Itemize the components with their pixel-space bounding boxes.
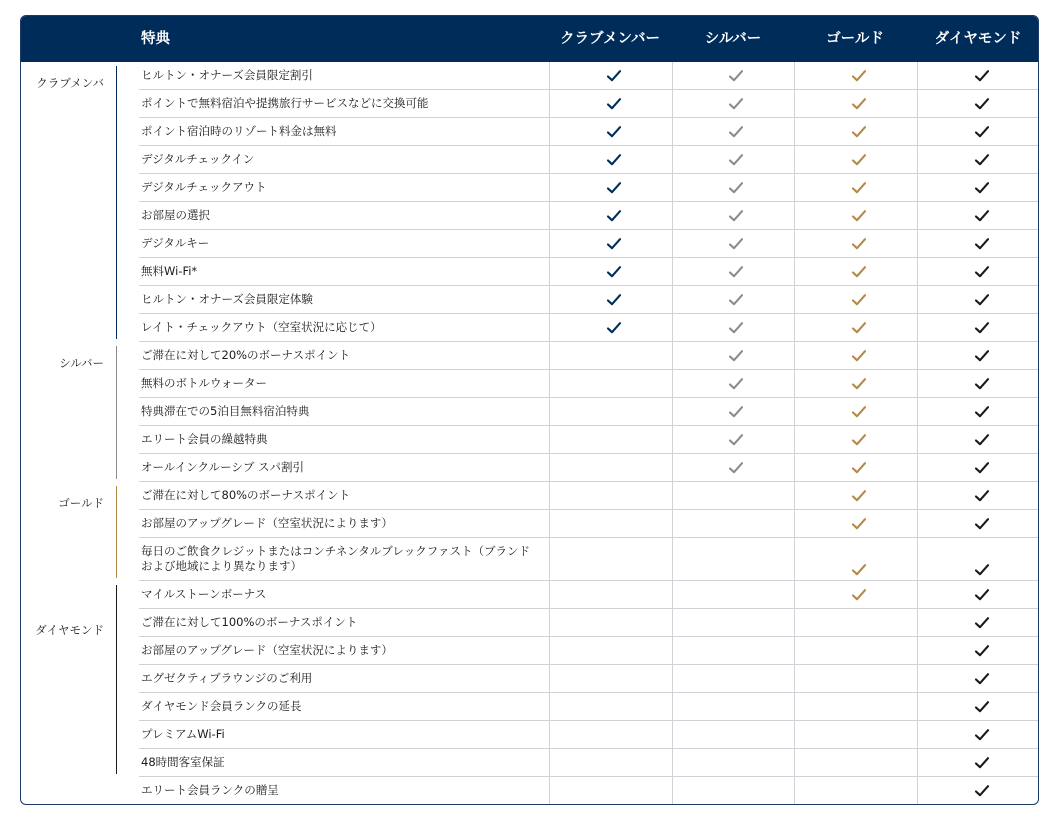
table-row bbox=[139, 426, 1039, 454]
check-icon bbox=[729, 378, 743, 390]
header-benefit: 特典 bbox=[141, 31, 170, 47]
cell-club bbox=[549, 426, 672, 453]
check-icon bbox=[852, 70, 866, 82]
benefit-label: ご滞在に対して20%のボーナスポイント bbox=[141, 347, 351, 362]
cell-gold bbox=[794, 398, 917, 425]
cell-club bbox=[549, 749, 672, 776]
benefit-label: デジタルキー bbox=[141, 235, 210, 250]
check-icon bbox=[729, 294, 743, 306]
table-row bbox=[139, 174, 1039, 202]
check-icon bbox=[852, 564, 866, 576]
table-row bbox=[139, 665, 1039, 693]
group-label: クラブメンバ bbox=[36, 76, 104, 90]
cell-silver bbox=[672, 454, 794, 481]
cell-silver bbox=[672, 581, 794, 608]
cell-gold bbox=[794, 342, 917, 369]
table-row bbox=[139, 314, 1039, 342]
check-icon bbox=[975, 238, 989, 250]
check-icon bbox=[975, 518, 989, 530]
cell-club bbox=[549, 777, 672, 804]
cell-club bbox=[549, 721, 672, 748]
check-icon bbox=[852, 406, 866, 418]
cell-gold bbox=[794, 146, 917, 173]
cell-silver bbox=[672, 426, 794, 453]
cell-gold bbox=[794, 665, 917, 692]
cell-gold bbox=[794, 118, 917, 145]
cell-diamond bbox=[917, 258, 1039, 285]
check-icon bbox=[975, 564, 989, 576]
cell-diamond bbox=[917, 609, 1039, 636]
cell-diamond bbox=[917, 146, 1039, 173]
check-icon bbox=[607, 266, 621, 278]
cell-club bbox=[549, 693, 672, 720]
check-icon bbox=[975, 350, 989, 362]
cell-silver bbox=[672, 174, 794, 201]
cell-silver bbox=[672, 118, 794, 145]
check-icon bbox=[975, 126, 989, 138]
cell-gold bbox=[794, 721, 917, 748]
benefit-label: 無料Wi-Fi* bbox=[141, 263, 198, 278]
table-row bbox=[139, 777, 1039, 805]
table-header bbox=[21, 16, 1039, 62]
group-bar bbox=[116, 486, 117, 578]
check-icon bbox=[729, 462, 743, 474]
table-row bbox=[139, 90, 1039, 118]
cell-gold bbox=[794, 90, 917, 117]
cell-diamond bbox=[917, 693, 1039, 720]
table-row bbox=[139, 538, 1039, 581]
cell-club bbox=[549, 202, 672, 229]
cell-diamond bbox=[917, 62, 1039, 89]
check-icon bbox=[852, 238, 866, 250]
cell-silver bbox=[672, 721, 794, 748]
check-icon bbox=[607, 154, 621, 166]
check-icon bbox=[975, 378, 989, 390]
cell-club bbox=[549, 370, 672, 397]
cell-diamond bbox=[917, 538, 1039, 580]
cell-diamond bbox=[917, 398, 1039, 425]
cell-gold bbox=[794, 62, 917, 89]
cell-diamond bbox=[917, 637, 1039, 664]
cell-silver bbox=[672, 777, 794, 804]
benefit-label: ポイント宿泊時のリゾート料金は無料 bbox=[141, 123, 337, 138]
check-icon bbox=[729, 182, 743, 194]
table-row bbox=[139, 286, 1039, 314]
cell-silver bbox=[672, 230, 794, 257]
check-icon bbox=[852, 462, 866, 474]
cell-diamond bbox=[917, 454, 1039, 481]
check-icon bbox=[729, 266, 743, 278]
cell-silver bbox=[672, 146, 794, 173]
benefit-label: ご滞在に対して80%のボーナスポイント bbox=[141, 487, 351, 502]
check-icon bbox=[975, 266, 989, 278]
cell-gold bbox=[794, 230, 917, 257]
cell-diamond bbox=[917, 370, 1039, 397]
cell-silver bbox=[672, 665, 794, 692]
check-icon bbox=[729, 322, 743, 334]
cell-club bbox=[549, 482, 672, 509]
cell-gold bbox=[794, 510, 917, 537]
table-row bbox=[139, 581, 1039, 609]
check-icon bbox=[729, 98, 743, 110]
check-icon bbox=[975, 210, 989, 222]
cell-diamond bbox=[917, 482, 1039, 509]
check-icon bbox=[607, 210, 621, 222]
table-row bbox=[139, 230, 1039, 258]
check-icon bbox=[852, 210, 866, 222]
cell-silver bbox=[672, 749, 794, 776]
cell-silver bbox=[672, 90, 794, 117]
group-bar bbox=[116, 346, 117, 479]
table-row bbox=[139, 342, 1039, 370]
check-icon bbox=[607, 126, 621, 138]
check-icon bbox=[852, 350, 866, 362]
cell-club bbox=[549, 637, 672, 664]
cell-diamond bbox=[917, 118, 1039, 145]
cell-diamond bbox=[917, 721, 1039, 748]
check-icon bbox=[852, 182, 866, 194]
check-icon bbox=[975, 490, 989, 502]
check-icon bbox=[975, 434, 989, 446]
cell-club bbox=[549, 454, 672, 481]
cell-diamond bbox=[917, 426, 1039, 453]
benefit-label: ヒルトン・オナーズ会員限定割引 bbox=[141, 67, 313, 82]
cell-club bbox=[549, 342, 672, 369]
check-icon bbox=[607, 70, 621, 82]
cell-club bbox=[549, 581, 672, 608]
benefit-label: エリート会員ランクの贈呈 bbox=[141, 782, 279, 797]
table-row bbox=[139, 482, 1039, 510]
cell-diamond bbox=[917, 581, 1039, 608]
benefit-label: オールインクルーシブ スパ割引 bbox=[141, 459, 305, 474]
header-tier-club: クラブメンバー bbox=[560, 31, 660, 47]
benefit-label: デジタルチェックイン bbox=[141, 151, 255, 166]
table-row bbox=[139, 146, 1039, 174]
cell-club bbox=[549, 398, 672, 425]
cell-gold bbox=[794, 482, 917, 509]
check-icon bbox=[729, 70, 743, 82]
check-icon bbox=[607, 322, 621, 334]
table-row bbox=[139, 749, 1039, 777]
cell-silver bbox=[672, 693, 794, 720]
check-icon bbox=[852, 126, 866, 138]
cell-club bbox=[549, 665, 672, 692]
table-row bbox=[139, 118, 1039, 146]
check-icon bbox=[975, 589, 989, 601]
benefit-label: レイト・チェックアウト（空室状況に応じて） bbox=[141, 319, 382, 334]
benefit-label: マイルストーンボーナス bbox=[141, 586, 267, 601]
group-label: ゴールド bbox=[58, 496, 104, 510]
table-row bbox=[139, 370, 1039, 398]
check-icon bbox=[852, 518, 866, 530]
cell-gold bbox=[794, 258, 917, 285]
table-row bbox=[139, 721, 1039, 749]
check-icon bbox=[975, 70, 989, 82]
check-icon bbox=[729, 434, 743, 446]
check-icon bbox=[852, 589, 866, 601]
cell-gold bbox=[794, 370, 917, 397]
group-bar bbox=[116, 585, 117, 774]
check-icon bbox=[975, 701, 989, 713]
cell-silver bbox=[672, 202, 794, 229]
benefit-label: ヒルトン・オナーズ会員限定体験 bbox=[141, 291, 313, 306]
cell-diamond bbox=[917, 174, 1039, 201]
group-bar bbox=[116, 66, 117, 339]
cell-gold bbox=[794, 314, 917, 341]
cell-diamond bbox=[917, 665, 1039, 692]
benefit-label: 毎日のご飲食クレジットまたはコンチネンタルブレックファスト（ブランドおよび地域により異なります） bbox=[141, 544, 530, 573]
benefit-label: 特典滞在での5泊目無料宿泊特典 bbox=[141, 403, 310, 418]
tier-benefits-table bbox=[20, 15, 1039, 805]
check-icon bbox=[852, 294, 866, 306]
check-icon bbox=[975, 673, 989, 685]
cell-gold bbox=[794, 454, 917, 481]
cell-silver bbox=[672, 482, 794, 509]
cell-gold bbox=[794, 609, 917, 636]
cell-gold bbox=[794, 581, 917, 608]
cell-silver bbox=[672, 258, 794, 285]
check-icon bbox=[975, 294, 989, 306]
cell-club bbox=[549, 538, 672, 580]
check-icon bbox=[852, 154, 866, 166]
group-label: シルバー bbox=[59, 356, 104, 370]
table-row bbox=[139, 510, 1039, 538]
table-row bbox=[139, 202, 1039, 230]
cell-gold bbox=[794, 538, 917, 580]
cell-diamond bbox=[917, 342, 1039, 369]
cell-club bbox=[549, 314, 672, 341]
cell-silver bbox=[672, 637, 794, 664]
cell-gold bbox=[794, 174, 917, 201]
check-icon bbox=[852, 98, 866, 110]
cell-club bbox=[549, 90, 672, 117]
cell-diamond bbox=[917, 202, 1039, 229]
cell-diamond bbox=[917, 510, 1039, 537]
benefit-label: お部屋のアップグレード（空室状況によります） bbox=[141, 515, 393, 530]
benefit-label: ご滞在に対して100%のボーナスポイント bbox=[141, 614, 358, 629]
header-tier-silver: シルバー bbox=[704, 31, 762, 47]
cell-silver bbox=[672, 342, 794, 369]
cell-silver bbox=[672, 286, 794, 313]
check-icon bbox=[729, 406, 743, 418]
check-icon bbox=[975, 785, 989, 797]
cell-silver bbox=[672, 370, 794, 397]
check-icon bbox=[729, 154, 743, 166]
header-tier-gold: ゴールド bbox=[826, 31, 884, 47]
cell-gold bbox=[794, 426, 917, 453]
cell-gold bbox=[794, 637, 917, 664]
check-icon bbox=[607, 294, 621, 306]
cell-silver bbox=[672, 398, 794, 425]
table-row bbox=[139, 258, 1039, 286]
check-icon bbox=[729, 126, 743, 138]
benefit-label: エリート会員の繰越特典 bbox=[141, 431, 268, 446]
table-row bbox=[139, 693, 1039, 721]
cell-silver bbox=[672, 609, 794, 636]
check-icon bbox=[975, 462, 989, 474]
check-icon bbox=[852, 434, 866, 446]
cell-club bbox=[549, 146, 672, 173]
check-icon bbox=[729, 210, 743, 222]
check-icon bbox=[975, 154, 989, 166]
cell-diamond bbox=[917, 777, 1039, 804]
cell-gold bbox=[794, 777, 917, 804]
cell-club bbox=[549, 118, 672, 145]
cell-club bbox=[549, 230, 672, 257]
benefit-label: デジタルチェックアウト bbox=[141, 179, 267, 194]
cell-club bbox=[549, 174, 672, 201]
cell-club bbox=[549, 510, 672, 537]
cell-club bbox=[549, 62, 672, 89]
benefit-label: ポイントで無料宿泊や提携旅行サービスなどに交換可能 bbox=[141, 95, 429, 110]
check-icon bbox=[729, 350, 743, 362]
check-icon bbox=[975, 617, 989, 629]
check-icon bbox=[607, 238, 621, 250]
benefit-label: お部屋の選択 bbox=[141, 207, 210, 222]
check-icon bbox=[607, 98, 621, 110]
cell-diamond bbox=[917, 749, 1039, 776]
benefit-label: エグゼクティブラウンジのご利用 bbox=[141, 670, 313, 685]
cell-diamond bbox=[917, 230, 1039, 257]
cell-silver bbox=[672, 538, 794, 580]
check-icon bbox=[852, 490, 866, 502]
cell-gold bbox=[794, 749, 917, 776]
cell-gold bbox=[794, 202, 917, 229]
cell-diamond bbox=[917, 90, 1039, 117]
cell-club bbox=[549, 609, 672, 636]
cell-silver bbox=[672, 62, 794, 89]
table-row bbox=[139, 62, 1039, 90]
cell-silver bbox=[672, 314, 794, 341]
check-icon bbox=[975, 645, 989, 657]
benefit-label: お部屋のアップグレード（空室状況によります） bbox=[141, 642, 393, 657]
check-icon bbox=[975, 757, 989, 769]
cell-gold bbox=[794, 286, 917, 313]
check-icon bbox=[975, 406, 989, 418]
group-label: ダイヤモンド bbox=[35, 623, 104, 637]
check-icon bbox=[975, 182, 989, 194]
benefit-label: ダイヤモンド会員ランクの延長 bbox=[141, 698, 302, 713]
benefit-label: 48時間客室保証 bbox=[141, 754, 225, 769]
check-icon bbox=[852, 378, 866, 390]
cell-diamond bbox=[917, 286, 1039, 313]
cell-diamond bbox=[917, 314, 1039, 341]
check-icon bbox=[975, 729, 989, 741]
check-icon bbox=[852, 266, 866, 278]
check-icon bbox=[729, 238, 743, 250]
benefit-label: プレミアムWi-Fi bbox=[141, 726, 225, 741]
table-row bbox=[139, 398, 1039, 426]
cell-gold bbox=[794, 693, 917, 720]
table-row bbox=[139, 454, 1039, 482]
check-icon bbox=[975, 98, 989, 110]
cell-club bbox=[549, 286, 672, 313]
cell-club bbox=[549, 258, 672, 285]
header-tier-diamond: ダイヤモンド bbox=[934, 31, 1022, 47]
benefit-label: 無料のボトルウォーター bbox=[141, 375, 268, 390]
check-icon bbox=[607, 182, 621, 194]
table-row bbox=[139, 637, 1039, 665]
table-row bbox=[139, 609, 1039, 637]
check-icon bbox=[852, 322, 866, 334]
cell-silver bbox=[672, 510, 794, 537]
check-icon bbox=[975, 322, 989, 334]
